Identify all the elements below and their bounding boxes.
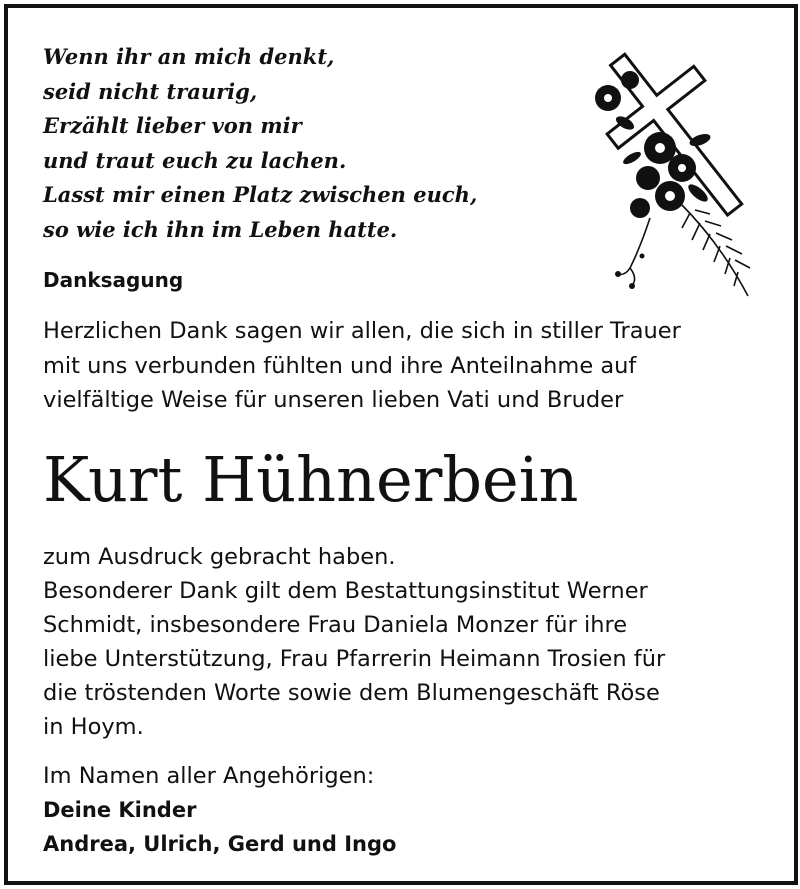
body-line: Schmidt, insbesondere Frau Daniela Monzer für ihre <box>43 612 628 638</box>
signature-line: Deine Kinder <box>43 798 197 822</box>
body-line: zum Ausdruck gebracht haben. <box>43 544 396 570</box>
poem-line: Lasst mir einen Platz zwischen euch, <box>43 182 478 208</box>
poem-line: so wie ich ihn im Leben hatte. <box>43 216 398 242</box>
closing-line: Im Namen aller Angehörigen: <box>43 763 375 789</box>
intro-line: Herzlichen Dank sagen wir allen, die sich in stiller Trauer <box>43 318 681 344</box>
body-line: in Hoym. <box>43 714 144 740</box>
body-line: liebe Unterstützung, Frau Pfarrerin Heimann Trosien für <box>43 646 666 672</box>
poem-line: und traut euch zu lachen. <box>43 147 347 173</box>
intro-line: mit uns verbunden fühlten und ihre Anteilnahme auf <box>43 352 637 379</box>
poem-line: seid nicht traurig, <box>43 78 258 104</box>
intro-paragraph <box>43 314 783 418</box>
deceased-name: Kurt Hühnerbein <box>43 443 579 516</box>
body-line: Besonderer Dank gilt dem Bestattungsinstitut Werner <box>43 578 648 604</box>
poem-line: Erzählt lieber von mir <box>43 113 302 139</box>
body-line: die tröstenden Worte sowie dem Blumengeschäft Röse <box>43 680 660 706</box>
signature-names: Andrea, Ulrich, Gerd und Ingo <box>43 832 397 856</box>
section-heading: Danksagung <box>43 268 184 292</box>
intro-line: vielfältige Weise für unseren lieben Vati und Bruder <box>43 387 624 413</box>
cross-with-roses-icon <box>570 28 760 300</box>
body-paragraph <box>43 540 783 744</box>
poem-line: Wenn ihr an mich denkt, <box>43 44 335 69</box>
closing-block <box>43 759 643 861</box>
poem <box>43 40 563 248</box>
